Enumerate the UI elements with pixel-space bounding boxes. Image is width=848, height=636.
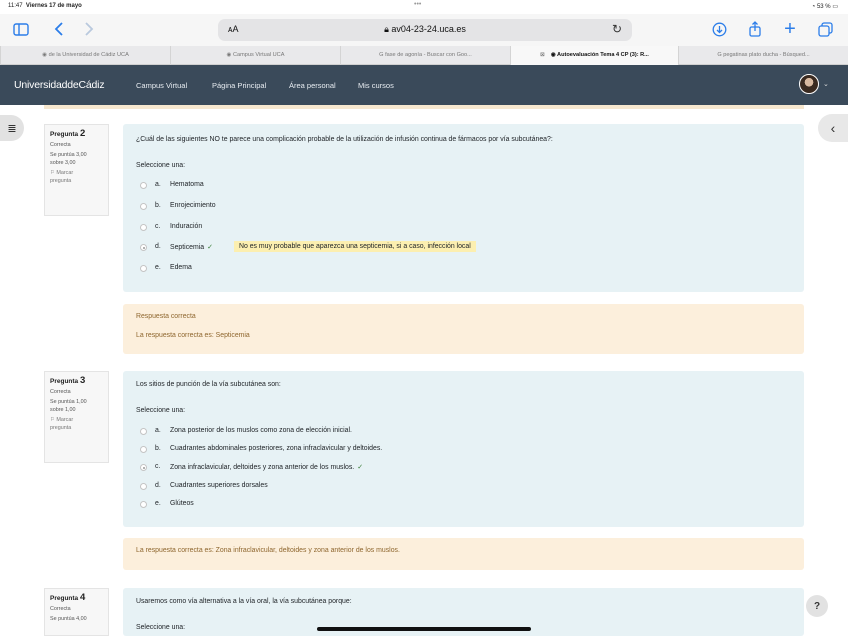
radio-button[interactable]: [140, 446, 147, 453]
radio-button-checked[interactable]: [140, 464, 147, 471]
question-grade: Se puntúa 3,00 sobre 3,00: [50, 152, 87, 166]
radio-button[interactable]: [140, 182, 147, 189]
status-time-date: 11:47 Viernes 17 de mayo: [8, 3, 82, 9]
google-favicon-icon: G: [379, 52, 386, 58]
previous-outcome-edge: [44, 105, 804, 109]
question-text: ¿Cuál de las siguientes NO te parece una complicación probable de la utilización de infusión continua de fármacos por vía subcutánea?:: [136, 136, 553, 143]
browser-tab-active[interactable]: ⊠ ◉ Autoevaluación Tema 4 CP (3): R...: [510, 46, 678, 65]
tabs-overview-icon[interactable]: [816, 20, 834, 38]
radio-button[interactable]: [140, 483, 147, 490]
browser-tab-bar: [0, 46, 848, 65]
nav-link-campus-virtual[interactable]: Campus Virtual: [136, 81, 188, 90]
correct-check-icon: ✓: [357, 464, 364, 471]
user-avatar[interactable]: [799, 74, 819, 94]
question-state: Correcta: [50, 388, 71, 395]
outcome-title: Respuesta correcta: [136, 313, 196, 320]
downloads-icon[interactable]: [710, 20, 728, 38]
wifi-icon: ◔: [811, 4, 816, 10]
question-state: Correcta: [50, 141, 71, 148]
nav-link-area-personal[interactable]: Área personal: [289, 81, 336, 90]
browser-tab[interactable]: G fase de agonía - Buscar con Goo...: [340, 46, 510, 65]
block-drawer-chevron-left-icon[interactable]: ‹: [818, 114, 848, 142]
question-info: [44, 588, 109, 636]
text-size-button[interactable]: ᴀA: [228, 24, 239, 34]
question-text: Los sitios de punción de la vía subcutánea son:: [136, 381, 281, 388]
question-formulation: ¿Cuál de las siguientes NO te parece una complicación probable de la utilización de infusión continua de fármacos por vía subcutánea?: Seleccione una: a. Hematoma b. Enrojecimiento c. Induración d. Septicemia ✓ No es muy probable que aparezca una septicemia, si a caso, infección local e. Edema: [123, 124, 804, 292]
site-navbar: [0, 65, 848, 105]
home-indicator[interactable]: [317, 627, 531, 631]
favicon-icon: ◉: [42, 52, 49, 58]
url-text[interactable]: 🔒︎ av04-23-24.uca.es: [384, 24, 466, 34]
battery-icon: ▭: [832, 4, 838, 10]
favicon-icon: ◉: [226, 52, 233, 58]
question-info: [44, 124, 109, 216]
answer-prompt: Seleccione una:: [136, 407, 186, 414]
radio-button[interactable]: [140, 501, 147, 508]
flag-question-link[interactable]: ⚐ Marcar pregunta: [50, 170, 74, 184]
browser-tab[interactable]: ◉ de la Universidad de Cádiz UCA: [0, 46, 170, 65]
question-number: Pregunta 4: [50, 592, 86, 603]
forward-icon[interactable]: [80, 20, 98, 38]
course-index-toggle-icon[interactable]: ≣: [0, 115, 24, 141]
battery-level: 53 %: [816, 4, 831, 10]
sidebar-toggle-icon[interactable]: [12, 20, 30, 38]
radio-button[interactable]: [140, 428, 147, 435]
question-number: Pregunta 2: [50, 128, 86, 139]
question-grade: Se puntúa 4,00: [50, 616, 87, 622]
correct-check-icon: ✓: [207, 244, 213, 251]
lock-icon: 🔒︎: [384, 24, 389, 34]
google-favicon-icon: G: [717, 52, 724, 58]
question-outcome: [123, 304, 804, 354]
close-tab-icon[interactable]: ⊠: [540, 52, 545, 58]
question-info: [44, 371, 109, 463]
browser-toolbar: [0, 14, 848, 46]
radio-button[interactable]: [140, 265, 147, 272]
status-right: [812, 3, 838, 10]
browser-tab[interactable]: G pegatinas plato ducha - Búsqued...: [678, 46, 848, 65]
correct-answer-text: La respuesta correcta es: Septicemia: [136, 332, 250, 339]
chevron-down-icon[interactable]: ⌄: [823, 81, 829, 88]
question-formulation: Los sitios de punción de la vía subcutánea son: Seleccione una: a. Zona posterior de los muslos como zona de elección inicial. b. Cuadrantes abdominales posteriores, zona infraclavicular y deltoides. c. Zona infraclavicular, deltoides y zona anterior de los muslos. ✓ d. Cuadrantes superiores dorsales e. Glúteos: [123, 371, 804, 527]
new-tab-icon[interactable]: +: [784, 17, 796, 40]
help-button[interactable]: ?: [806, 595, 828, 617]
radio-button[interactable]: [140, 203, 147, 210]
question-number: Pregunta 3: [50, 375, 86, 386]
flag-icon: ⚐: [50, 417, 55, 423]
nav-link-pagina-principal[interactable]: Página Principal: [212, 81, 267, 90]
browser-tab[interactable]: ◉ Campus Virtual UCA: [170, 46, 340, 65]
share-icon[interactable]: [746, 20, 764, 38]
favicon-icon: ◉: [550, 52, 558, 58]
question-grade: Se puntúa 1,00 sobre 1,00: [50, 399, 87, 413]
question-text: Usaremos como vía alternativa a la vía oral, la vía subcutánea porque:: [136, 598, 352, 605]
specific-feedback: No es muy probable que aparezca una septicemia, si a caso, infección local: [234, 241, 476, 252]
correct-answer-text: La respuesta correcta es: Zona infraclavicular, deltoides y zona anterior de los muslos.: [136, 547, 400, 554]
ios-status-bar: [0, 0, 848, 14]
flag-icon: ⚐: [50, 170, 55, 176]
question-outcome: [123, 538, 804, 570]
answer-prompt: Seleccione una:: [136, 624, 186, 631]
flag-question-link[interactable]: ⚐ Marcar pregunta: [50, 417, 74, 431]
site-logo[interactable]: UniversidaddeCádiz: [14, 79, 105, 91]
answer-prompt: Seleccione una:: [136, 162, 186, 169]
multitask-dots[interactable]: •••: [414, 1, 422, 8]
radio-button-checked[interactable]: [140, 244, 147, 251]
back-icon[interactable]: [50, 20, 68, 38]
nav-link-mis-cursos[interactable]: Mis cursos: [358, 81, 394, 90]
radio-button[interactable]: [140, 224, 147, 231]
address-bar[interactable]: [218, 19, 632, 41]
question-state: Correcta: [50, 605, 71, 612]
reload-icon[interactable]: ↻: [611, 22, 622, 36]
